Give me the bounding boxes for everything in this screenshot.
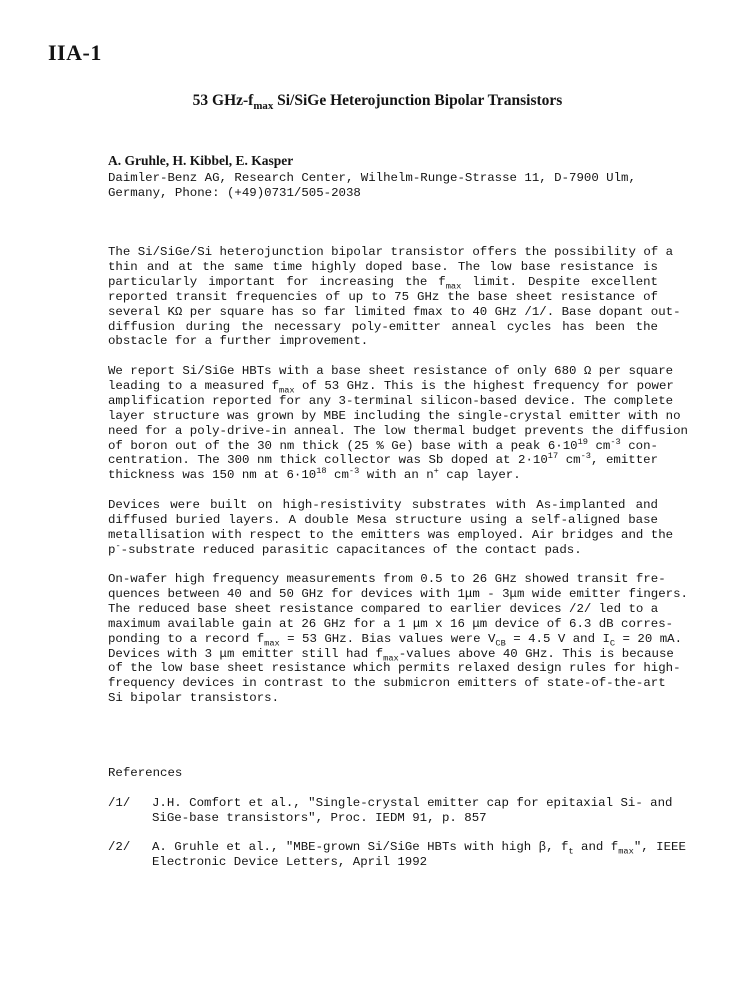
reference-item <box>152 840 686 870</box>
subscript: CB <box>495 638 506 649</box>
text-span: leading to a measured f <box>108 378 280 393</box>
text-line <box>108 453 658 468</box>
text-span: p <box>108 542 116 557</box>
text-line: of the low base sheet resistance which permits relaxed design rules for high- <box>108 661 681 676</box>
page-label: IIA-1 <box>48 40 102 65</box>
affiliation-line: Daimler-Benz AG, Research Center, Wilhelm-Runge-Strasse 11, D-7900 Ulm, <box>108 171 636 185</box>
reference-line <box>152 840 686 857</box>
text-span: con- <box>620 438 658 453</box>
paragraph-fabrication <box>108 498 674 558</box>
text-line: metallisation with respect to the emitters was employed. Air bridges and the <box>108 527 674 542</box>
text-line: obstacle for a further improvement. <box>108 334 369 349</box>
text-line: The Si/SiGe/Si heterojunction bipolar transistor offers the possibility of a <box>108 245 674 259</box>
superscript: 17 <box>547 451 559 462</box>
text-span: , emitter <box>590 453 659 468</box>
text-line: On-wafer high frequency measurements from 0.5 to 26 GHz showed transit fre- <box>108 572 666 586</box>
title-subscript: max <box>253 100 274 113</box>
text-line: We report Si/SiGe HBTs with a base sheet resistance of only 680 Ω per square <box>108 364 674 378</box>
text-span: ponding to a record f <box>108 631 265 646</box>
subscript: max <box>279 385 295 396</box>
text-line: thin and at the same time highly doped base. The low base resistance is <box>108 259 658 274</box>
text-span: and f <box>573 840 619 854</box>
subscript: max <box>618 846 634 857</box>
text-span: with an n <box>359 468 434 483</box>
affiliation-line: Germany, Phone: (+49)0731/505-2038 <box>108 185 361 200</box>
text-span: A. Gruhle et al., "MBE-grown Si/SiGe HBTs with high β, f <box>152 840 569 854</box>
text-line <box>108 378 674 396</box>
text-span: cap layer. <box>438 468 521 483</box>
text-line: maximum available gain at 26 GHz for a 1 μm x 16 μm device of 6.3 dB corres- <box>108 616 674 631</box>
text-span: particularly important for increasing the f <box>108 274 446 289</box>
text-span: cm <box>558 453 581 468</box>
text-span: centration. The 300 nm thick collector was Sb doped at 2·10 <box>108 453 548 468</box>
paragraph-measurements <box>108 572 688 706</box>
text-span: thickness was 150 nm at 6·10 <box>108 468 317 483</box>
superscript: 18 <box>316 466 327 477</box>
title-text: 53 GHz-f <box>192 92 254 109</box>
superscript: -3 <box>580 451 591 462</box>
superscript: - <box>115 540 121 551</box>
text-line: amplification reported for any 3-terminal silicon-based device. The complete <box>108 393 674 408</box>
text-span: limit. Despite excellent <box>461 274 658 289</box>
text-line <box>108 275 658 290</box>
subscript: max <box>445 281 462 292</box>
superscript: -3 <box>348 466 360 477</box>
subscript: max <box>264 638 280 649</box>
reference-number: /1/ <box>108 796 131 810</box>
text-span: cm <box>587 438 611 453</box>
text-line: need for a poly-drive-in anneal. The low thermal budget prevents the diffusion <box>108 423 688 438</box>
text-line: frequency devices in contrast to the submicron emitters of state-of-the-art <box>108 676 666 691</box>
text-span: = 53 GHz. Bias values were V <box>279 631 496 646</box>
text-line <box>108 540 658 558</box>
superscript: + <box>433 466 439 477</box>
reference-line: J.H. Comfort et al., "Single-crystal emitter cap for epitaxial Si- and <box>152 796 673 810</box>
superscript: 19 <box>577 436 588 447</box>
text-line: reported transit frequencies of up to 75 GHz the base sheet resistance of <box>108 289 658 304</box>
text-span: -substrate reduced parasitic capacitances of the contact pads. <box>120 542 582 557</box>
text-span: cm <box>326 468 349 483</box>
affiliation <box>108 171 658 201</box>
text-line: layer structure was grown by MBE including the single-crystal emitter with no <box>108 408 681 423</box>
reference-line: Electronic Device Letters, April 1992 <box>152 854 428 869</box>
text-span: -values above 40 GHz. This is because <box>398 646 674 661</box>
reference-number: /2/ <box>108 840 131 854</box>
text-span: Devices with 3 μm emitter still had f <box>108 646 384 661</box>
text-span: = 4.5 V and I <box>505 631 610 646</box>
text-line <box>108 631 683 649</box>
reference-line: SiGe-base transistors", Proc. IEDM 91, p. 857 <box>152 810 487 825</box>
text-span: ", IEEE <box>633 840 686 854</box>
text-span: = 20 mA. <box>615 631 683 646</box>
text-span: of boron out of the 30 nm thick (25 % Ge) base with a peak 6·10 <box>108 438 578 453</box>
references-heading: References <box>108 766 183 780</box>
paragraph-intro <box>108 245 681 349</box>
text-span: of 53 GHz. This is the highest frequency for power <box>294 378 674 393</box>
title-text-rest: Si/SiGe Heterojunction Bipolar Transistors <box>273 92 563 109</box>
text-line: several KΩ per square has so far limited fmax to 40 GHz /1/. Base dopant out- <box>108 304 681 319</box>
text-line: diffused buried layers. A double Mesa structure using a self-aligned base <box>108 512 658 527</box>
subscript: max <box>383 653 399 663</box>
text-line: quences between 40 and 50 GHz for devices with 1μm - 3μm wide emitter fingers. <box>108 586 688 601</box>
paragraph-results <box>108 364 688 483</box>
reference-item <box>152 796 673 826</box>
subscript: t <box>568 846 574 857</box>
text-line: Si bipolar transistors. <box>108 691 280 706</box>
text-line: The reduced base sheet resistance compared to earlier devices /2/ led to a <box>108 601 659 616</box>
paper-title <box>0 92 755 113</box>
text-line <box>108 436 658 454</box>
text-line: diffusion during the necessary poly-emitter anneal cycles has been the <box>108 319 658 334</box>
author-list: A. Gruhle, H. Kibbel, E. Kasper <box>108 153 294 168</box>
text-line: Devices were built on high-resistivity substrates with As-implanted and <box>108 498 658 512</box>
superscript: -3 <box>610 436 621 447</box>
subscript: C <box>609 638 616 649</box>
text-line <box>108 646 674 663</box>
text-line <box>108 468 658 483</box>
